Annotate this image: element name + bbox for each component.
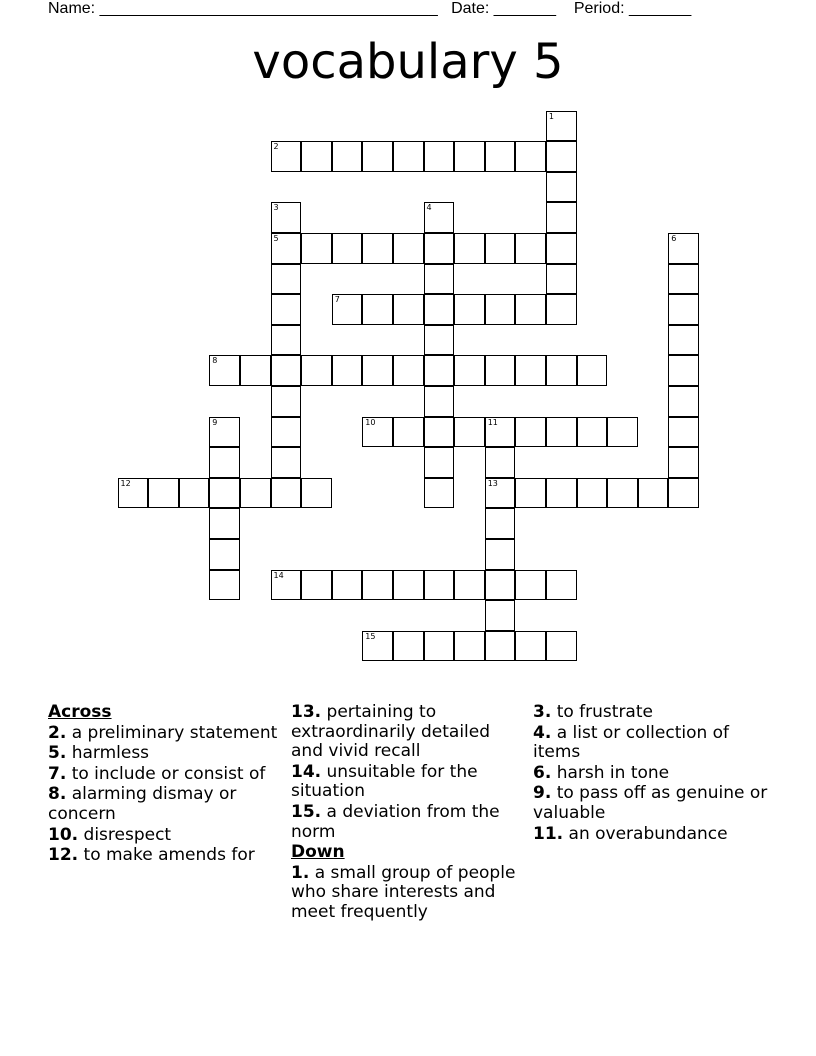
clue-across-8 [48,785,278,824]
grid-cell[interactable] [546,478,577,509]
clue-text: to frustrate [556,702,653,722]
grid-cell[interactable] [485,478,516,509]
grid-cell[interactable] [118,478,149,509]
grid-cell[interactable] [546,202,577,233]
clue-text: a deviation from the norm [291,801,500,842]
clue-across-7 [48,765,278,785]
grid-cell[interactable] [515,141,546,172]
grid-cell[interactable] [393,355,424,386]
grid-cell[interactable] [515,570,546,601]
grid-cell[interactable] [362,141,393,172]
clue-down-4 [533,724,773,763]
grid-cell[interactable] [546,294,577,325]
grid-cell[interactable] [209,478,240,509]
grid-cell[interactable] [668,355,699,386]
grid-cell[interactable] [332,355,363,386]
grid-cell[interactable] [546,631,577,662]
grid-cell[interactable] [485,294,516,325]
clue-across-13 [291,703,526,762]
grid-cell[interactable] [668,233,699,264]
clue-number: 5. [48,743,67,764]
grid-cell[interactable] [271,264,302,295]
clue-text: disrespect [83,824,172,845]
clue-down-9 [533,784,773,823]
clue-down-6 [533,764,773,784]
clue-number: 3. [533,702,552,722]
grid-cell[interactable] [607,478,638,509]
grid-cell[interactable] [393,417,424,448]
grid-cell[interactable] [332,570,363,601]
period-label: Period: [573,0,625,17]
name-label: Name: [48,0,96,17]
grid-cell[interactable] [546,570,577,601]
grid-cell[interactable] [332,233,363,264]
grid-cell[interactable] [271,570,302,601]
grid-cell[interactable] [515,294,546,325]
grid-cell[interactable] [393,141,424,172]
grid-cell[interactable] [424,294,455,325]
cell-number: 11 [487,417,498,427]
grid-cell[interactable] [485,417,516,448]
grid-cell[interactable] [271,355,302,386]
clue-across-10 [48,826,278,846]
grid-cell[interactable] [271,386,302,417]
grid-cell[interactable] [271,141,302,172]
grid-cell[interactable] [240,478,271,509]
grid-cell[interactable] [607,417,638,448]
grid-cell[interactable] [668,325,699,356]
clue-down-1 [291,864,526,923]
clue-number: 6. [533,762,552,783]
grid-cell[interactable] [485,233,516,264]
cell-number: 5 [273,233,279,243]
grid-cell[interactable] [424,478,455,509]
grid-cell[interactable] [668,447,699,478]
grid-cell[interactable] [209,417,240,448]
name-blank[interactable]: ______________________________________ [99,0,438,17]
clue-column-3 [533,703,773,845]
grid-cell[interactable] [424,570,455,601]
grid-cell[interactable] [668,478,699,509]
grid-cell[interactable] [668,264,699,295]
clue-text: harmless [71,743,150,764]
clue-text: pertaining to extraordinarily detailed and vivid recall [291,702,491,762]
grid-cell[interactable] [485,570,516,601]
clue-down-3 [533,703,773,723]
grid-cell[interactable] [362,631,393,662]
cell-number: 2 [273,142,279,152]
grid-cell[interactable] [424,447,455,478]
grid-cell[interactable] [424,631,455,662]
grid-cell[interactable] [271,325,302,356]
cell-number: 15 [365,631,376,641]
grid-cell[interactable] [271,202,302,233]
clue-column-1 [48,703,278,867]
cell-number: 13 [487,478,498,488]
cell-number: 6 [671,233,677,243]
grid-cell[interactable] [668,417,699,448]
grid-cell[interactable] [301,233,332,264]
grid-cell[interactable] [577,417,608,448]
grid-cell[interactable] [301,141,332,172]
grid-cell[interactable] [301,478,332,509]
grid-cell[interactable] [454,141,485,172]
grid-cell[interactable] [668,294,699,325]
grid-cell[interactable] [485,508,516,539]
grid-cell[interactable] [485,539,516,570]
grid-cell[interactable] [271,417,302,448]
grid-cell[interactable] [209,447,240,478]
grid-cell[interactable] [454,355,485,386]
grid-cell[interactable] [393,631,424,662]
grid-cell[interactable] [271,233,302,264]
grid-cell[interactable] [485,355,516,386]
grid-cell[interactable] [362,294,393,325]
grid-cell[interactable] [424,417,455,448]
grid-cell[interactable] [546,264,577,295]
grid-cell[interactable] [638,478,669,509]
grid-cell[interactable] [424,202,455,233]
grid-cell[interactable] [301,570,332,601]
clue-across-12 [48,846,278,866]
grid-cell[interactable] [577,478,608,509]
cell-number: 10 [365,417,376,427]
clue-text: harsh in tone [556,762,670,783]
clue-number: 15. [291,801,322,822]
grid-cell[interactable] [271,294,302,325]
grid-cell[interactable] [485,141,516,172]
grid-cell[interactable] [271,478,302,509]
grid-cell[interactable] [424,264,455,295]
grid-cell[interactable] [546,355,577,386]
date-label: Date: [451,0,490,17]
clue-text: unsuitable for the situation [291,761,478,802]
grid-cell[interactable] [577,355,608,386]
grid-cell[interactable] [179,478,210,509]
clue-number: 13. [291,702,322,722]
cell-number: 7 [334,295,340,305]
grid-cell[interactable] [424,355,455,386]
clue-text: alarming dismay or concern [48,784,237,824]
cell-number: 8 [212,356,218,366]
grid-cell[interactable] [454,294,485,325]
clue-across-15 [291,803,526,842]
grid-cell[interactable] [301,355,332,386]
grid-cell[interactable] [209,570,240,601]
across-heading: Across [48,702,112,722]
clue-number: 1. [291,862,310,883]
grid-cell[interactable] [209,539,240,570]
grid-cell[interactable] [485,600,516,631]
grid-cell[interactable] [424,386,455,417]
grid-cell[interactable] [485,447,516,478]
grid-cell[interactable] [668,386,699,417]
grid-cell[interactable] [546,233,577,264]
cell-number: 12 [120,478,131,488]
grid-cell[interactable] [393,233,424,264]
date-blank[interactable]: _______ [493,0,557,17]
grid-cell[interactable] [485,631,516,662]
grid-cell[interactable] [515,417,546,448]
grid-cell[interactable] [209,355,240,386]
grid-cell[interactable] [209,508,240,539]
clue-text: a preliminary statement [71,722,278,743]
grid-cell[interactable] [393,570,424,601]
cell-number: 9 [212,417,218,427]
grid-cell[interactable] [454,417,485,448]
clue-text: to include or consist of [71,763,266,784]
grid-cell[interactable] [271,447,302,478]
clue-text: a small group of people who share interests and meet frequently [291,862,516,922]
grid-cell[interactable] [424,141,455,172]
cell-number: 4 [426,203,432,213]
period-blank[interactable]: _______ [629,0,692,17]
clue-number: 4. [533,722,552,743]
clue-text: to pass off as genuine or valuable [533,783,768,823]
grid-cell[interactable] [240,355,271,386]
grid-cell[interactable] [424,325,455,356]
grid-cell[interactable] [515,355,546,386]
cell-number: 14 [273,570,284,580]
clue-number: 11. [533,823,564,844]
grid-cell[interactable] [332,294,363,325]
grid-cell[interactable] [393,294,424,325]
grid-cell[interactable] [546,417,577,448]
clue-number: 8. [48,784,67,805]
page-title: vocabulary 5 [252,34,564,90]
cell-number: 3 [273,203,279,213]
down-heading: Down [291,842,345,863]
clue-column-2 [291,703,526,924]
clue-across-2 [48,724,278,744]
grid-cell[interactable] [454,631,485,662]
grid-cell[interactable] [515,478,546,509]
clue-number: 10. [48,824,79,845]
grid-cell[interactable] [362,570,393,601]
grid-cell[interactable] [424,233,455,264]
clue-down-11 [533,825,773,845]
grid-cell[interactable] [546,172,577,203]
clue-number: 14. [291,761,322,782]
grid-cell[interactable] [362,233,393,264]
grid-cell[interactable] [546,141,577,172]
grid-cell[interactable] [362,417,393,448]
cell-number: 1 [548,111,554,121]
clue-number: 2. [48,722,67,743]
grid-cell[interactable] [454,233,485,264]
grid-cell[interactable] [546,111,577,142]
grid-cell[interactable] [362,355,393,386]
grid-cell[interactable] [332,141,363,172]
grid-cell[interactable] [148,478,179,509]
clue-across-5 [48,744,278,764]
clue-across-14 [291,763,526,802]
clue-number: 7. [48,763,67,784]
clue-number: 12. [48,845,79,866]
clue-text: a list or collection of items [533,722,730,763]
clue-number: 9. [533,783,552,804]
grid-cell[interactable] [515,233,546,264]
clue-text: an overabundance [568,823,728,844]
grid-cell[interactable] [454,570,485,601]
grid-cell[interactable] [515,631,546,662]
clue-text: to make amends for [83,845,255,866]
